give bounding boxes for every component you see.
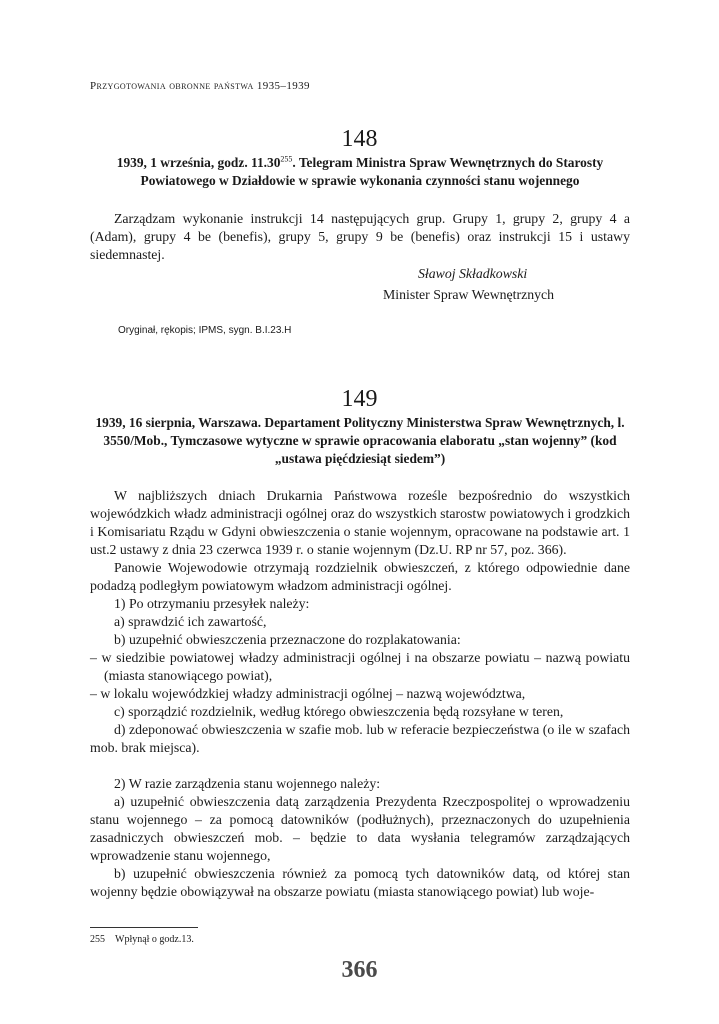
document-148-title-date: 1939, 1 września, godz. 11.30 — [116, 155, 281, 170]
dash-item: – w siedzibie powiatowej władzy administracji ogólnej i na obszarze powiatu – nazwą powiatu (miasta stanowiącego powiat), — [90, 650, 630, 683]
running-head: Przygotowania obronne państwa 1935–1939 — [90, 80, 310, 92]
document-148-source-note: Oryginał, rękopis; IPMS, sygn. B.I.23.H — [118, 325, 292, 336]
list-item: b) uzupełnić obwieszczenia przeznaczone do rozplakatowania: — [114, 632, 461, 647]
page-number: 366 — [341, 957, 378, 983]
footnote — [90, 934, 194, 945]
list-heading: 2) W razie zarządzenia stanu wojennego należy: — [114, 776, 381, 791]
list-item: b) uzupełnić obwieszczenia również za pomocą tych datowników datą, od której stan wojenny będzie obowiązywał na obszarze powiatu (miasta stanowiącego powiat) lub woje- — [90, 866, 630, 899]
paragraph: Panowie Wojewodowie otrzymają rozdzielnik obwieszczeń, z którego odpowiednie dane podadzą podległym powiatowym władzom administracji ogólnej. — [90, 560, 630, 593]
document-148-body — [90, 210, 630, 264]
dash-item: – w lokalu wojewódzkiej władzy administracji ogólnej – nazwą województwa, — [90, 686, 526, 701]
list-item: c) sporządzić rozdzielnik, według którego obwieszczenia będą rozsyłane w teren, — [114, 704, 564, 719]
list-heading: 1) Po otrzymaniu przesyłek należy: — [114, 596, 310, 611]
document-149-number: 149 — [341, 386, 378, 412]
document-148-paragraph: Zarządzam wykonanie instrukcji 14 następujących grup. Grupy 1, grupy 2, grupy 4 a (Adam), grupy 4 be (benefis), grupy 5, grupy 9 be (benefis) oraz instrukcji 15 i ustawy siedemnastej. — [90, 211, 630, 262]
footnote-ref: 255 — [280, 154, 293, 164]
list-item: a) uzupełnić obwieszczenia datą zarządzenia Prezydenta Rzeczpospolitej o wprowadzeniu stanu wojennego – za pomocą datowników (podłużnych), przeznaczonych do uzupełnienia zasadniczych obwieszczeń mob. – będzie to data wysłania telegramów zarządzających wprowadzenie stanu wojennego, — [90, 794, 630, 863]
list-item: d) zdeponować obwieszczenia w szafie mob. lub w referacie bezpieczeństwa (o ile w szafach mob. brak miejsca). — [90, 722, 630, 755]
footnote-text: Wpłynął o godz.13. — [115, 934, 194, 945]
signature-role: Minister Spraw Wewnętrznych — [383, 287, 555, 302]
paragraph: W najbliższych dniach Drukarnia Państwowa roześle bezpośrednio do wszystkich wojewódzkich władz administracji ogólnej oraz do wszystkich starostw powiatowych i grodzkich i Komisariatu Rządu w Gdyni obwieszczenia o stanie wojennym, opracowane na podstawie art. 1 ust.2 ustawy z dnia 23 czerwca 1939 r. o stanie wojennym (Dz.U. RP nr 57, poz. 366). — [90, 488, 630, 557]
document-148-number: 148 — [341, 126, 378, 152]
list-item: a) sprawdzić ich zawartość, — [114, 614, 267, 629]
document-148-title — [90, 154, 630, 190]
document-148-title-text: . Telegram Ministra Spraw Wewnętrznych do Starosty Powiatowego w Działdowie w sprawie wykonania czynności stanu wojennego — [140, 155, 604, 188]
footnote-divider — [90, 927, 198, 928]
footnote-number: 255 — [90, 934, 105, 945]
document-149-body — [90, 487, 630, 901]
document-149-title: 1939, 16 sierpnia, Warszawa. Departament Polityczny Ministerstwa Spraw Wewnętrznych, l. 3550/Mob., Tymczasowe wytyczne w sprawie opracowania elaboratu „stan wojenny” (kod „ustawa pięćdziesiąt siedem”) — [95, 415, 625, 466]
signature-name: Sławoj Składkowski — [418, 266, 528, 281]
